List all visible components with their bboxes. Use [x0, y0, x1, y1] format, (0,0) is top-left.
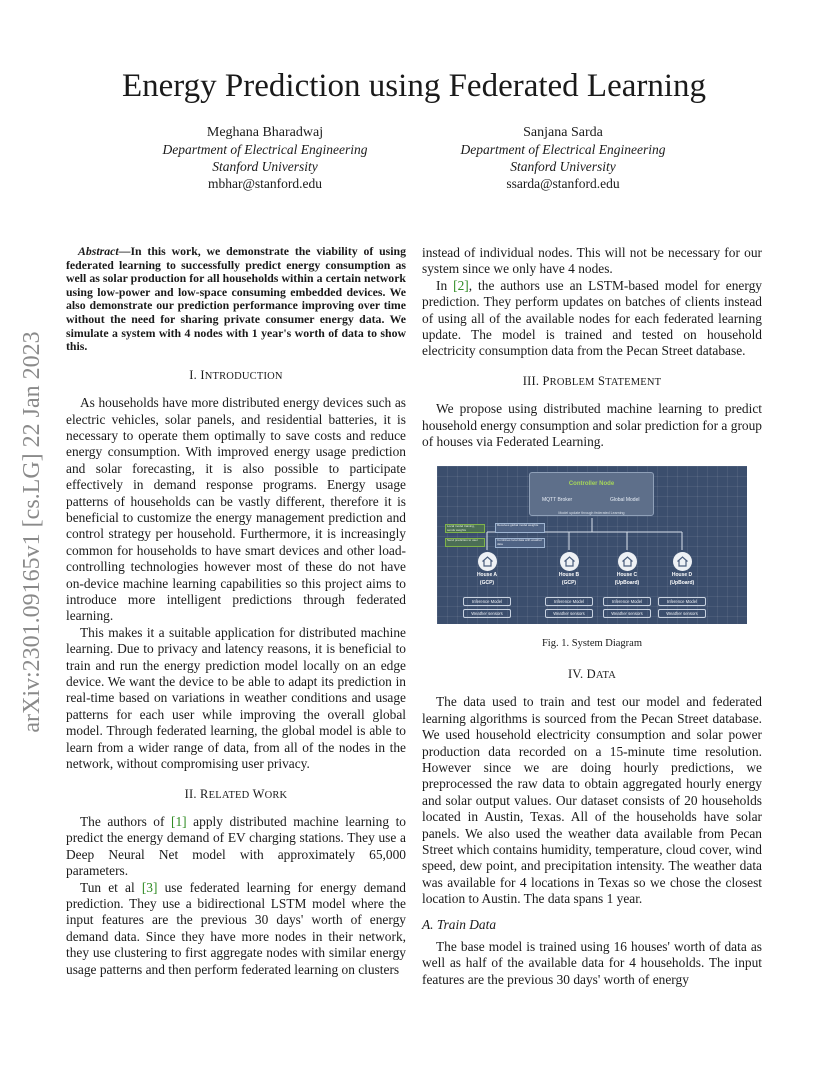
- house-icon: [560, 552, 579, 571]
- house-label: House A: [476, 572, 498, 579]
- house-icon: [673, 552, 692, 571]
- paragraph: instead of individual nodes. This will not be necessary for our system since we only have 4 nodes.: [422, 245, 762, 277]
- author-department: Department of Electrical Engineering: [460, 142, 666, 157]
- paper-title: Energy Prediction using Federated Learning: [121, 68, 707, 104]
- paragraph: In [2], the authors use an LSTM-based model for energy prediction. They perform updates on batches of clients instead of using all of the available nodes for each federated learning update. The model is trained and tested on household electricity consumption data from the Pecan Street database.: [422, 277, 762, 359]
- house-platform: (UpBoard): [614, 580, 640, 587]
- weather-sensors-box: Weather sensors: [603, 609, 651, 618]
- model-update-label: Model update through federated Learning: [558, 511, 625, 516]
- section-heading-data: IV. DATA: [567, 666, 617, 681]
- author-name: Sanjana Sarda: [523, 125, 603, 140]
- local-training-note: Local model training, sends weights: [445, 524, 485, 533]
- abstract-lead: Abstract: [78, 244, 119, 258]
- house-icon: [478, 552, 497, 571]
- paragraph: Tun et al [3] use federated learning for energy demand prediction. They use a bidirectional LSTM model where the input features are the previous 30 days' worth of energy demand data. Since they have more nodes in their network, they use clustering to first aggregate nodes with similar energy usage patterns and then perform federated learning on clusters: [66, 879, 406, 977]
- system-diagram-figure: [437, 466, 747, 624]
- inference-model-box: Inference Model: [658, 597, 706, 606]
- citation-link[interactable]: [1]: [171, 813, 187, 829]
- figure-caption: Fig. 1. System Diagram: [541, 638, 643, 650]
- author-department: Department of Electrical Engineering: [162, 142, 368, 157]
- abstract-text: —In this work, we demonstrate the viability of using federated learning to successfully predict energy consumption as well as solar production for all households within a certain network using low-power and low-space consuming embedded devices. We also demonstrate our prediction performance improving over time without the need for sharing private consumer energy data. We simulate a system with 4 nodes with 1 year's worth of data to show this.: [66, 244, 406, 354]
- arxiv-identifier: arXiv:2301.09165v1 [cs.LG] 22 Jan 2023: [19, 331, 45, 733]
- paragraph: The authors of [1] apply distributed machine learning to predict the energy demand of EV charging stations. They use a Deep Neural Net model with approximately 65,000 parameters.: [66, 813, 406, 879]
- paragraph: As households have more distributed energy devices such as electric vehicles, solar panels, and residential batteries, it is necessary to operate them optimally to save costs and reduce energy consumption. With improved energy usage prediction and solar forecasting, it is also possible to participate effectively in demand response programs. Energy usage patterns of households can be vastly different, therefore it is beneficial to customize the energy management prediction and control strategy per household. Furthermore, it is increasingly common for households to have smart devices and other load-controlling technologies however most of these do not have on-device machine learning capabilities so this project aims to introduce more intelligent predictions through federated learning.: [66, 395, 406, 624]
- house-platform: (UpBoard): [669, 580, 695, 587]
- house-label: House D: [671, 572, 693, 579]
- section-heading-related-work: II. RELATED WORK: [184, 786, 288, 801]
- abstract: [66, 245, 406, 354]
- citation-link[interactable]: [3]: [141, 879, 158, 895]
- paragraph: This makes it a suitable application for distributed machine learning. Due to privacy and latency reasons, it is beneficial to train and run the energy prediction model locally on an edge device. We want the device to be able to adapt its prediction in real-time based on variations in weather conditions and usage patterns for each user while improving the overall global model. Through federated learning, the global model is able to learn from a wider range of data, from all of the nodes in the network, without compromising user privacy.: [66, 624, 406, 772]
- author-block-1: [115, 124, 415, 192]
- author-university: Stanford University: [212, 159, 318, 174]
- author-email: mbhar@stanford.edu: [207, 176, 323, 191]
- house-platform: (GCP): [479, 580, 495, 587]
- author-university: Stanford University: [510, 159, 616, 174]
- subsection-heading-train-data: A. Train Data: [422, 916, 497, 932]
- house-icon: [618, 552, 637, 571]
- controller-node-box: [529, 472, 654, 516]
- inference-model-box: Inference Model: [463, 597, 511, 606]
- house-label: House C: [616, 572, 638, 579]
- house-platform: (GCP): [561, 580, 577, 587]
- house-node: [655, 552, 709, 586]
- weather-sensors-box: Weather sensors: [545, 609, 593, 618]
- house-node: [542, 552, 596, 586]
- weather-sensors-box: Weather sensors: [658, 609, 706, 618]
- author-email: ssarda@stanford.edu: [506, 176, 620, 191]
- send-prediction-note: Send prediction to user: [445, 538, 485, 547]
- author-name: Meghana Bharadwaj: [206, 125, 324, 140]
- controller-node-title: Controller Node: [568, 481, 615, 488]
- paragraph: We propose using distributed machine learning to predict household energy consumption and solar prediction for a group of houses via Federated Learning.: [422, 401, 762, 450]
- author-block-2: [413, 124, 713, 192]
- mqtt-broker-label: MQTT Broker: [542, 497, 573, 504]
- paragraph: The base model is trained using 16 houses' worth of data as well as half of the available data for 4 households. The input features are the previous 30 days' worth of energy: [422, 938, 762, 987]
- right-column: [422, 245, 762, 988]
- house-node: [460, 552, 514, 586]
- paragraph: The data used to train and test our model and federated learning algorithms is sourced from the Pecan Street database. We used household electricity consumption and solar power production data recorded on a 15-minute time resolution. However since we are doing hourly predictions, we preprocessed the raw data to obtain aggregated hourly energy and solar output values. Our dataset consists of 20 households located in Austin, Texas. All of the households have solar panels. We also used the weather data available from Pecan Street which contains humidity, temperature, cloud cover, wind speed, dew point, and precipitation intensity. The weather data was available for 4 locations in Texas so we chose the closest location to Austin. The data spans 1 year.: [422, 694, 762, 907]
- house-label: House B: [558, 572, 580, 579]
- receive-weights-note: Receives global model weights: [495, 523, 545, 533]
- citation-link[interactable]: [2]: [453, 277, 469, 293]
- section-heading-problem-statement: III. PROBLEM STATEMENT: [522, 373, 662, 388]
- combine-data-note: Combines local data with weather data: [495, 538, 545, 548]
- inference-model-box: Inference Model: [545, 597, 593, 606]
- inference-model-box: Inference Model: [603, 597, 651, 606]
- house-node: [600, 552, 654, 586]
- weather-sensors-box: Weather sensors: [463, 609, 511, 618]
- left-column: [66, 245, 406, 978]
- global-model-label: Global Model: [610, 497, 640, 504]
- section-heading-introduction: I. INTRODUCTION: [189, 367, 283, 382]
